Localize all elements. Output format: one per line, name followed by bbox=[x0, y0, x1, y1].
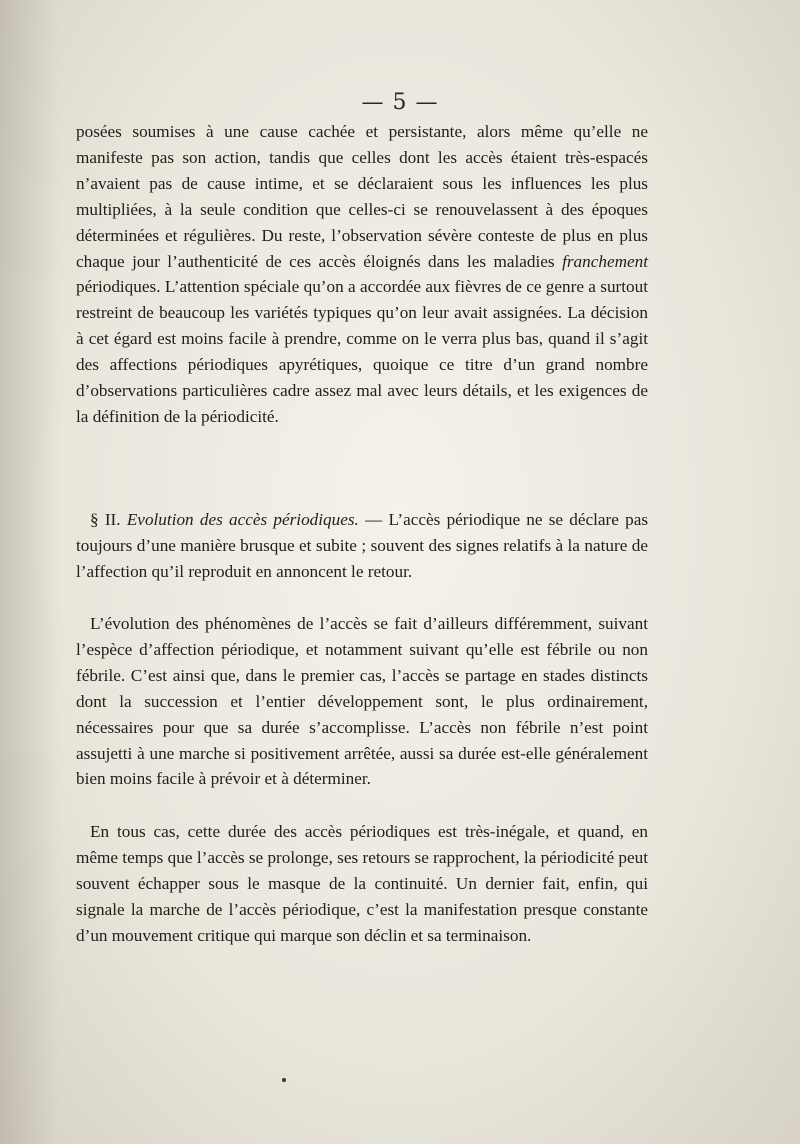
page-edge-shadow bbox=[0, 0, 60, 1144]
paragraph-continuation bbox=[76, 119, 648, 430]
section-paragraph bbox=[76, 507, 648, 585]
ink-mark bbox=[282, 1078, 286, 1082]
section-number: § II. bbox=[90, 510, 121, 529]
paragraph-1-text: posées soumises à une cause cachée et persistante, alors même qu’elle ne manifeste pas son action, tandis que celles dont les accès étaient très-espacés n’avaient pas de cause intime, et se déclaraient sous les influences les plus multipliées, à la seule condition que celles-ci se renouvelassent à des époques déterminées et régulières. Du reste, l’observation sévère conteste de plus en plus chaque jour l’authenticité de ces accès éloignés dans les maladies bbox=[76, 122, 648, 271]
paragraph-4-text: En tous cas, cette durée des accès périodiques est très-inégale, et quand, en même temps que l’accès se prolonge, ses retours se rapprochent, la périodicité peut souvent échapper sous le masque de la continuité. Un dernier fait, enfin, qui signale la marche de l’accès périodique, c’est la manifestation presque constante d’un mouvement critique qui marque son déclin et sa terminaison. bbox=[76, 822, 648, 945]
paragraph-2-text: L’accès périodique ne se déclare pas toujours d’une manière brusque et subite ; souvent des signes relatifs à la nature de l’affection qu’il reproduit en annoncent le retour. bbox=[76, 510, 649, 581]
paragraph-1-end: périodiques. L’attention spéciale qu’on a accordée aux fièvres de ce genre a surtout restreint de beaucoup les variétés typiques qu’on leur avait assignées. La décision à cet égard est moins facile à prendre, comme on le verra plus bas, quand il s’agit des affections périodiques apyrétiques, quoique ce titre d’un grand nombre d’observations particulières cadre assez mal avec leurs détails, et les exigences de la définition de la périodicité. bbox=[76, 277, 648, 426]
section-title: Evolution des accès périodiques. bbox=[126, 510, 359, 529]
page-number: — 5 — bbox=[361, 90, 439, 115]
paragraph-3 bbox=[76, 611, 648, 792]
section-dash: — bbox=[358, 510, 389, 529]
paragraph-4 bbox=[76, 819, 648, 949]
paragraph-3-text: L’évolution des phénomènes de l’accès se fait d’ailleurs différemment, suivant l’espèce d’affection périodique, et notamment suivant qu’elle est fébrile ou non fébrile. C’est ainsi que, dans le premier cas, l’accès se partage en stades distincts dont la succession et l’entier développement sont, le plus ordinairement, nécessaires pour que sa durée s’accomplisse. L’accès non fébrile n’est point assujetti à une marche si positivement arrêtée, aussi sa durée est-elle généralement bien moins facile à prévoir et à déterminer. bbox=[76, 614, 648, 789]
paragraph-1-italic: franchement bbox=[562, 251, 648, 271]
